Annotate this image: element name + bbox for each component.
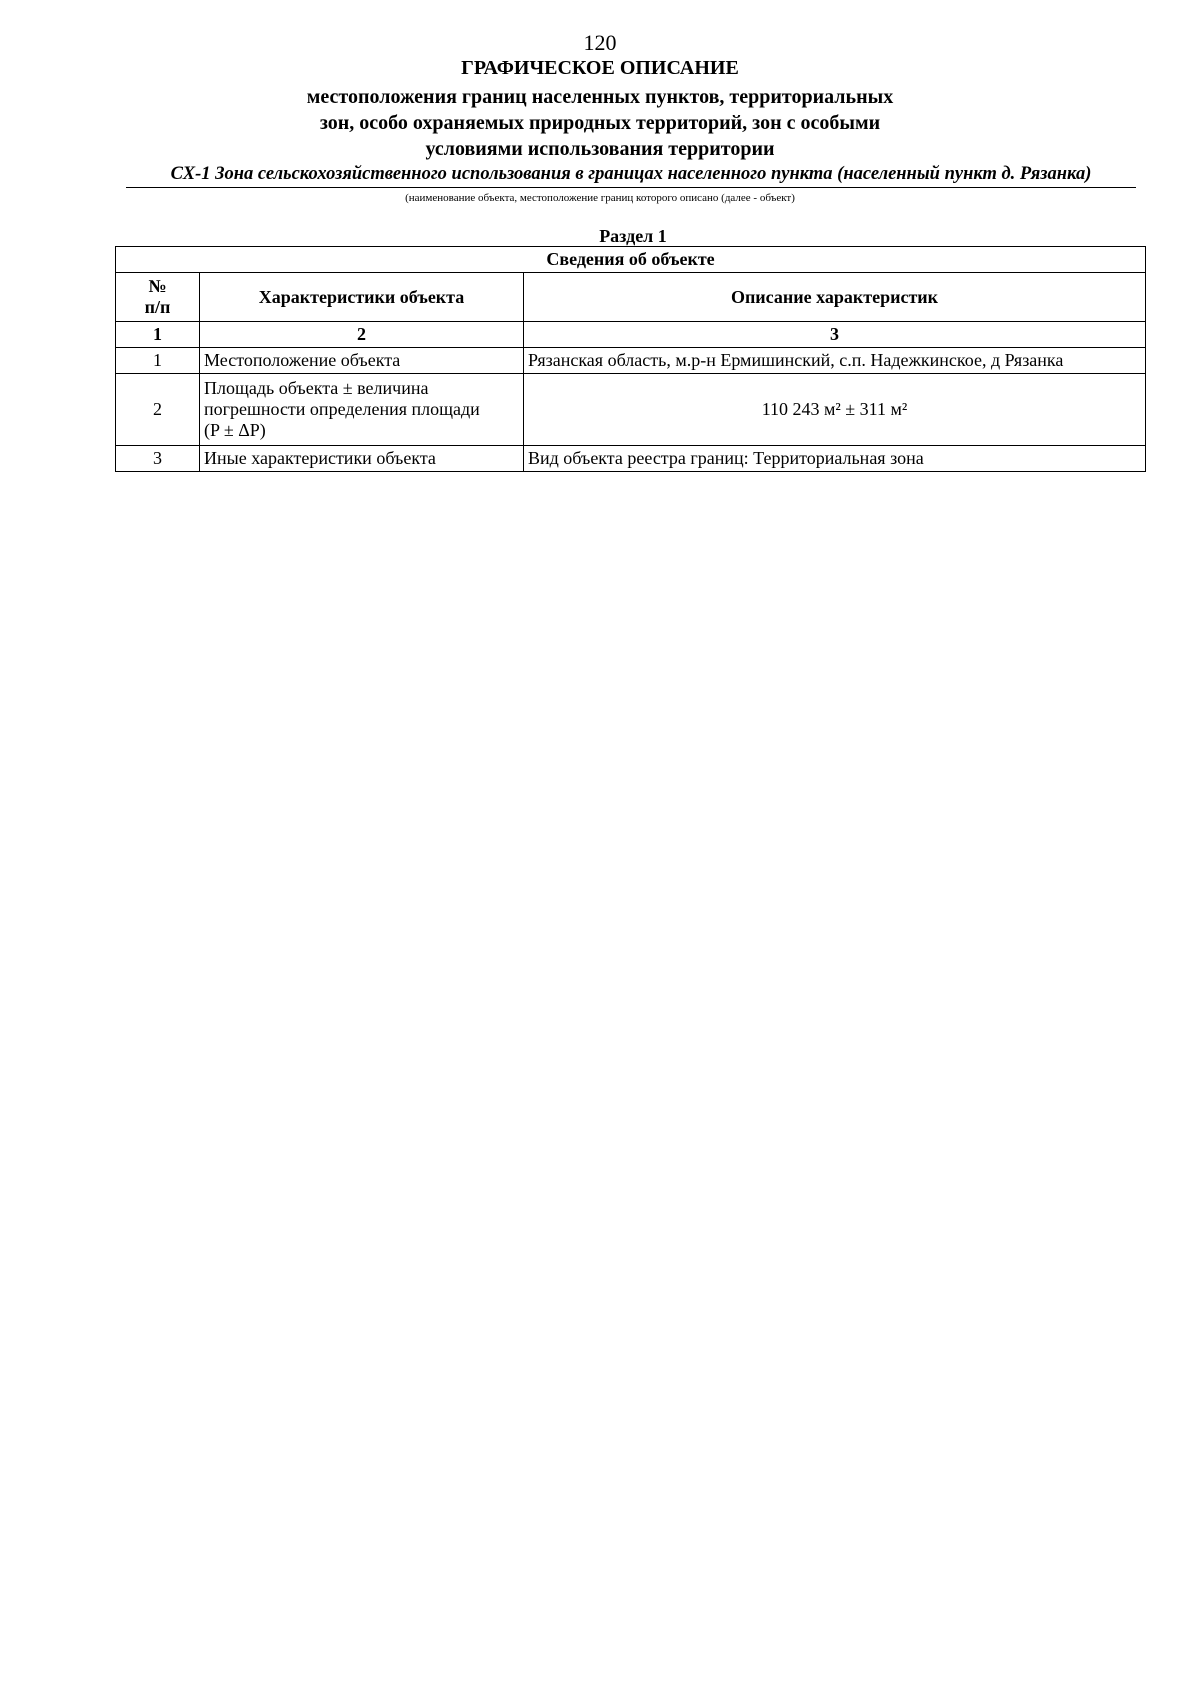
- row-num: 1: [116, 348, 200, 374]
- table-caption-row: [116, 247, 1146, 273]
- header-num-line: п/п: [144, 297, 171, 317]
- table-column-numbers-row: [116, 322, 1146, 348]
- column-number: 3: [524, 322, 1146, 348]
- header-num: [116, 273, 200, 322]
- table-caption: Сведения об объекте: [116, 247, 1146, 273]
- header-characteristics: Характеристики объекта: [200, 273, 524, 322]
- row-description: 110 243 м² ± 311 м²: [524, 374, 1146, 446]
- header-description: Описание характеристик: [524, 273, 1146, 322]
- subtitle-line: зон, особо охраняемых природных территорий, зон с особыми: [319, 112, 881, 134]
- row-num: 3: [116, 446, 200, 472]
- document-title: ГРАФИЧЕСКОЕ ОПИСАНИЕ: [461, 57, 739, 79]
- document-subtitle: [0, 84, 1200, 162]
- row-characteristic: [200, 374, 524, 446]
- row-description: Рязанская область, м.р-н Ермишинский, с.п. Надежкинское, д Рязанка: [524, 348, 1146, 374]
- table-header-row: [116, 273, 1146, 322]
- row-num: 2: [116, 374, 200, 446]
- object-info-table: [115, 246, 1146, 472]
- column-number: 1: [116, 322, 200, 348]
- row-characteristic: Местоположение объекта: [200, 348, 524, 374]
- table-row: [116, 374, 1146, 446]
- subtitle-line: условиями использования территории: [425, 138, 775, 160]
- row-characteristic-line: (P ± ΔP): [204, 420, 266, 440]
- object-name: СХ-1 Зона сельскохозяйственного использования в границах населенного пункта (населенный пункт д. Рязанка): [126, 162, 1136, 188]
- subtitle-line: местоположения границ населенных пунктов, территориальных: [306, 86, 894, 108]
- page-number: 120: [583, 30, 617, 55]
- section-title: Раздел 1: [599, 226, 667, 246]
- table-row: [116, 446, 1146, 472]
- row-characteristic: Иные характеристики объекта: [200, 446, 524, 472]
- header-num-line: №: [148, 276, 167, 296]
- table-row: [116, 348, 1146, 374]
- row-description: Вид объекта реестра границ: Территориальная зона: [524, 446, 1146, 472]
- column-number: 2: [200, 322, 524, 348]
- object-name-caption: (наименование объекта, местоположение границ которого описано (далее - объект): [405, 192, 795, 204]
- row-characteristic-line: Площадь объекта ± величина: [204, 378, 429, 398]
- row-characteristic-line: погрешности определения площади: [204, 399, 480, 419]
